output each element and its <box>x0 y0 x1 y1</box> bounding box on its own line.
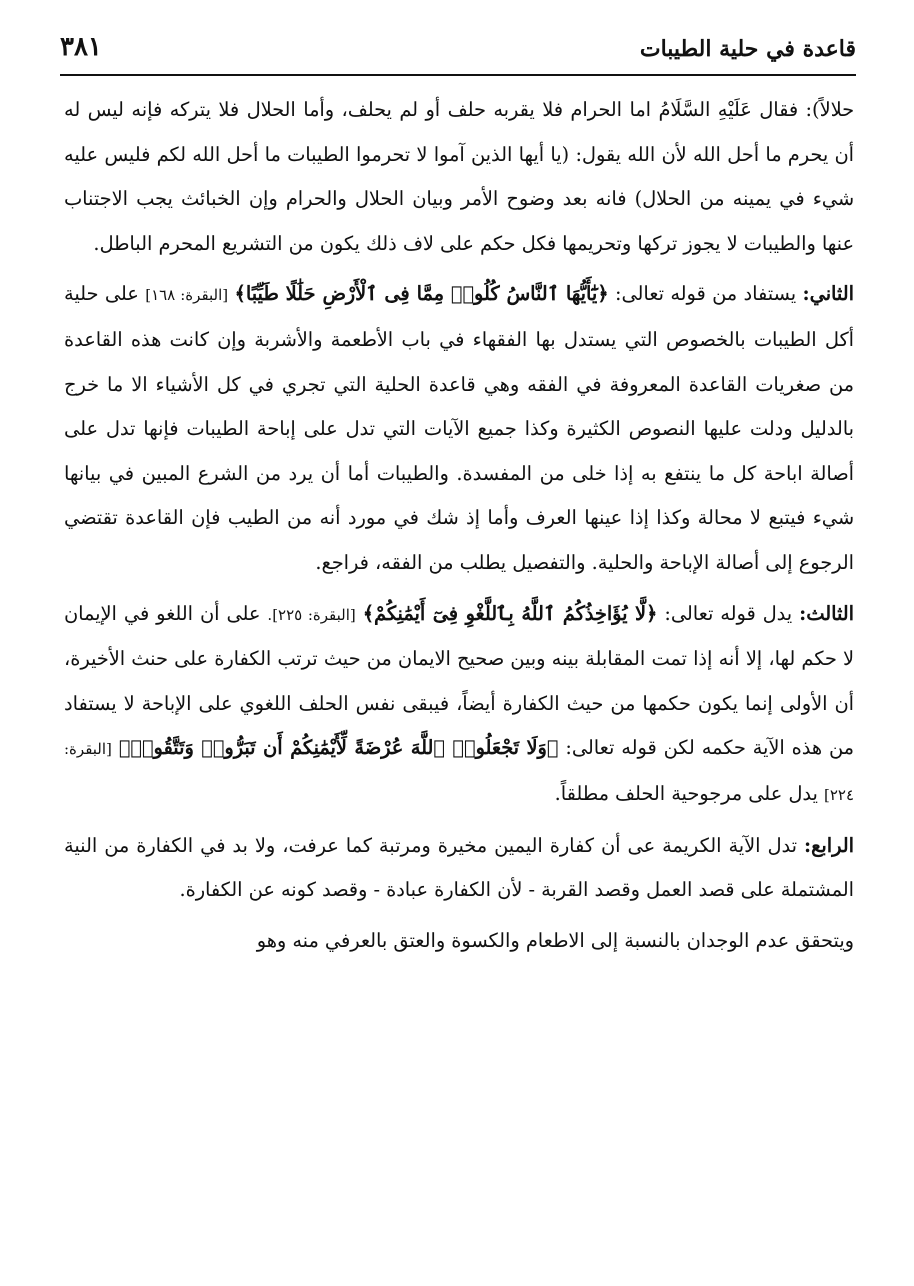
page-header <box>60 30 856 76</box>
verse-citation: [البقرة: ١٦٨] <box>145 286 229 305</box>
paragraph-text: على حلية أكل الطيبات بالخصوص التي يستدل بها الفقهاء في باب الأطعمة والأشربة وإن كانت هذه القاعدة من صغريات القاعدة المعروفة في الفقه وهي قاعدة الحلية التي تجري في كل الأشياء الا ما خرج بالدليل ودلت عليها النصوص الكثيرة وكذا جميع الآيات التي تدل على إباحة الطيبات فإنها تدل على أصالة اباحة كل ما ينتفع به إذا خلى من المفسدة. والطيبات أما أن يرد من الشرع المبين في بيانها شيء فيتبع لا محالة وكذا إذا عينها العرف وأما إذ شك في مورد أنه من الطيب فإن القاعدة تقتضي الرجوع إلى أصالة الإباحة والحلية. والتفصيل يطلب من الفقه، فراجع. <box>64 282 854 574</box>
paragraph-text: يدل على مرجوحية الحلف مطلقاً. <box>554 781 818 805</box>
paragraph-text: يستفاد من قوله تعالى: <box>614 282 797 306</box>
paragraph-lead: الثالث: <box>799 601 854 625</box>
paragraph-final <box>64 919 854 964</box>
paragraph-text: على أن اللغو في الإيمان لا حكم لها، إلا أنه إذا تمت المقابلة بينه وبين صحيح الايمان من حيث ترتب الكفارة على حنث الأخيرة، أن الأولى إنما يكون حكمها من حيث الكفارة أيضاً، فيبقى نفس الحلف اللغوي على الإباحة لا يستفاد من هذه الآية حكمه لكن قوله تعالى: <box>64 601 854 760</box>
paragraph-fourth <box>64 824 854 913</box>
quran-verse: ﴿لَّا يُؤَاخِذُكُمُ ٱللَّهُ بِٱللَّغْوِ فِىٓ أَيْمَٰنِكُمْ﴾ <box>362 601 658 625</box>
paragraph-lead: الرابع: <box>804 833 854 857</box>
quran-verse: ﴿يَٰٓأَيُّهَا ٱلنَّاسُ كُلُوا۟ مِمَّا فِى ٱلْأَرْضِ حَلَٰلًا طَيِّبًا﴾ <box>234 282 609 306</box>
paragraph-text: حلالاً): فقال عَلَيْهِ السَّلَامُ اما الحرام فلا يقربه حلف أو لم يحلف، وأما الحلال فلا يتركه فإنه ليس له أن يحرم ما أحل الله لأن الله يقول: (يا أيها الذين آموا لا تحرموا الطيبات ما أحل الله لكم فليس عليه شيء في يمينه من الحلال) فانه بعد وضوح الأمر وبيان الحلال والحرام وإن الخبائث يجب الاجتناب عنها والطيبات لا يجوز تركها وتحريمها فكل حكم على لاف ذلك يكون من التشريع المحرم الباطل. <box>64 98 854 255</box>
paragraph-continuation <box>64 88 854 266</box>
paragraph-text: تدل الآية الكريمة عى أن كفارة اليمين مخيرة ومرتبة كما عرفت، ولا بد في الكفارة من النية المشتملة على قصد العمل وقصد القربة - لأن الكفارة عبادة - وقصد كونه عن الكفارة. <box>64 833 854 902</box>
paragraph-lead: الثاني: <box>802 282 854 306</box>
paragraph-text: يدل قوله تعالى: <box>664 601 793 625</box>
verse-citation: [البقرة: ٢٢٤] <box>64 740 854 804</box>
paragraph-text: ويتحقق عدم الوجدان بالنسبة إلى الاطعام والكسوة والعتق بالعرفي منه وهو <box>256 928 854 952</box>
body-text <box>64 88 854 1256</box>
page-number: ٣٨١ <box>60 32 102 62</box>
paragraph-second <box>64 272 854 585</box>
verse-citation: [البقرة: ٢٢٥]. <box>267 605 356 624</box>
running-title: قاعدة في حلية الطيبات <box>639 36 856 62</box>
quran-verse: ﴿وَلَا تَجْعَلُوا۟ ٱللَّهَ عُرْضَةً لِّأَيْمَٰنِكُمْ أَن تَبَرُّوا۟ وَتَتَّقُوا۟﴾ <box>118 736 559 760</box>
paragraph-third <box>64 592 854 818</box>
